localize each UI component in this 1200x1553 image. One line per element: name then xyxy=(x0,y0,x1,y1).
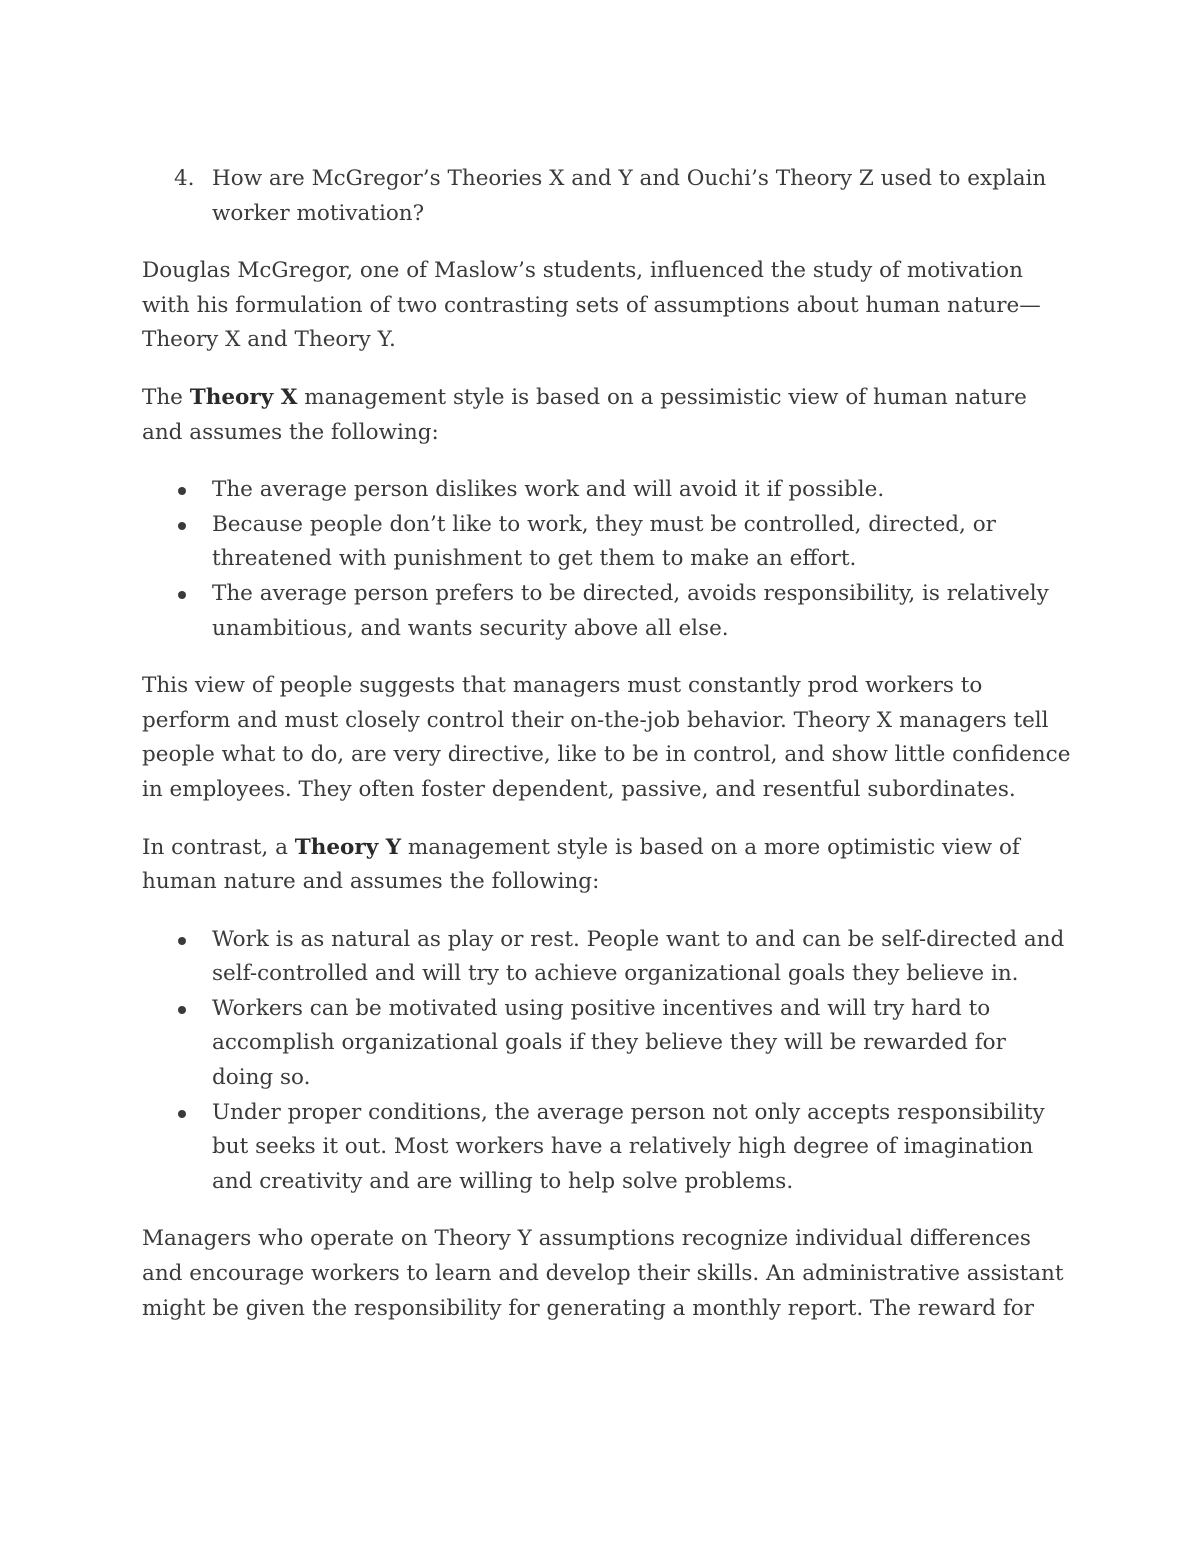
document-body xyxy=(142,162,1072,1349)
bullet-icon xyxy=(178,591,186,599)
list-item xyxy=(142,992,1072,1096)
theory-y-summary: Managers who operate on Theory Y assumptions recognize individual differences and encourage workers to learn and develop their skills. An administrative assistant might be given the responsibility for generating a monthly report. The reward for xyxy=(142,1226,1064,1321)
list-item-text: Under proper conditions, the average person not only accepts responsibility but seeks it out. Most workers have a relatively high degree of imagination and creativity and are willing to help solve problems. xyxy=(212,1099,1045,1194)
theory-y-lead-before: In contrast, a xyxy=(142,834,295,860)
list-item xyxy=(142,577,1072,646)
list-item-text: Because people don’t like to work, they must be controlled, directed, or threatened with punishment to get them to make an effort. xyxy=(212,511,996,572)
theory-x-lead-before: The xyxy=(142,384,190,410)
theory-x-summary: This view of people suggests that managers must constantly prod workers to perform and must closely control their on-the-job behavior. Theory X managers tell people what to do, are very directive, like to be in control, and show little confidence in employees. They often foster dependent, passive, and resentful subordinates. xyxy=(142,673,1071,802)
theory-y-term: Theory Y xyxy=(294,834,402,860)
theory-x-term: Theory X xyxy=(189,384,298,410)
list-item xyxy=(142,508,1072,577)
list-item-text: Work is as natural as play or rest. People want to and can be self-directed and self-controlled and will try to achieve organizational goals they believe in. xyxy=(212,926,1065,987)
question-number: 4. xyxy=(174,166,195,191)
theory-x-intro xyxy=(142,381,1072,450)
bullet-icon xyxy=(178,1006,186,1014)
list-item-text: Workers can be motivated using positive incentives and will try hard to accomplish organizational goals if they believe they will be rewarded for doing so. xyxy=(212,995,1006,1091)
theory-y-lead-after: management style is based on a more optimistic view of human nature and assumes the following: xyxy=(142,834,1020,895)
bullet-icon xyxy=(178,1110,186,1118)
theory-y-assumption-list xyxy=(142,923,1072,1200)
bullet-icon xyxy=(178,522,186,530)
list-item-text: The average person dislikes work and will avoid it if possible. xyxy=(212,477,885,503)
theory-x-assumption-list xyxy=(142,473,1072,646)
list-item xyxy=(142,923,1072,992)
question-text: How are McGregor’s Theories X and Y and Ouchi’s Theory Z used to explain worker motivation? xyxy=(212,166,1047,226)
list-item xyxy=(142,1096,1072,1200)
numbered-question xyxy=(142,162,1072,231)
bullet-icon xyxy=(178,937,186,945)
list-item xyxy=(142,473,1072,508)
intro-paragraph: Douglas McGregor, one of Maslow’s students, influenced the study of motivation with his formulation of two contrasting sets of assumptions about human nature—Theory X and Theory Y. xyxy=(142,258,1041,353)
theory-x-lead-after: management style is based on a pessimistic view of human nature and assumes the following: xyxy=(142,384,1027,445)
bullet-icon xyxy=(178,487,186,495)
list-item-text: The average person prefers to be directed, avoids responsibility, is relatively unambitious, and wants security above all else. xyxy=(212,580,1049,641)
theory-y-intro xyxy=(142,831,1072,900)
